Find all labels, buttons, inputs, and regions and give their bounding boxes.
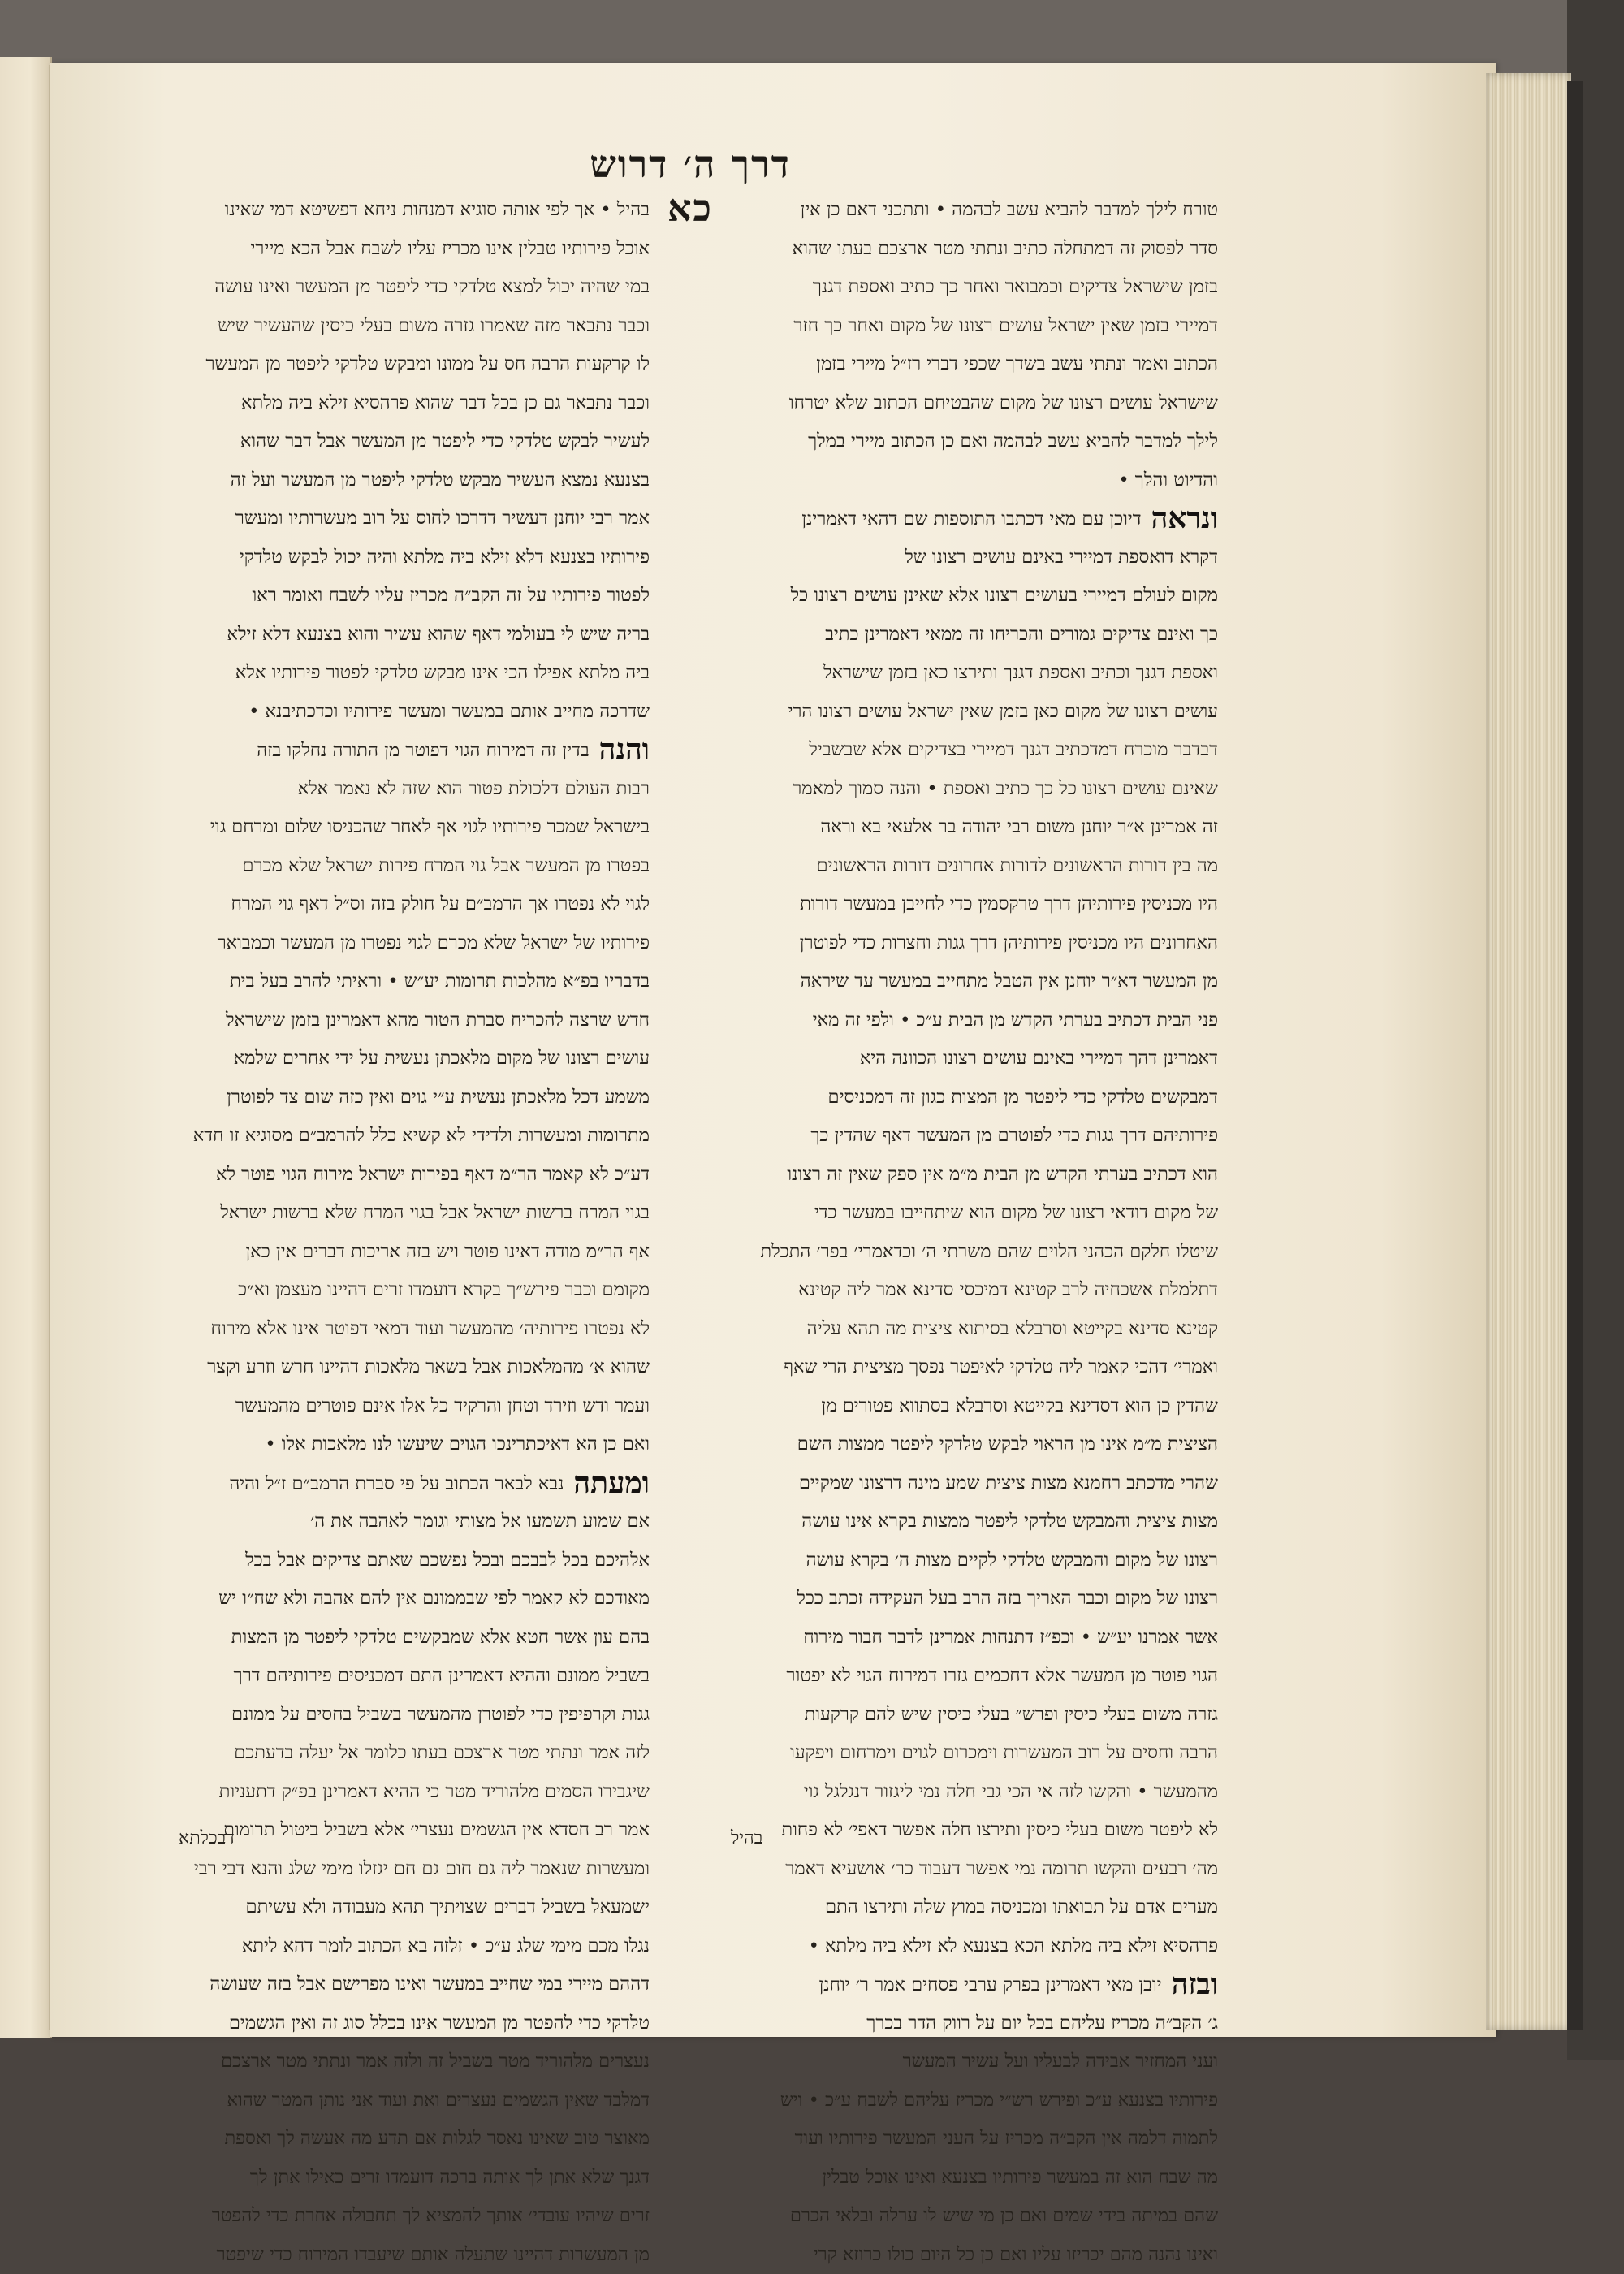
text-span: דיוכן עם מאי דכתבו התוספות שם דהאי דאמרינן <box>801 508 1141 530</box>
text-line: והדיוט והלך • <box>698 461 1218 500</box>
text-line: קטינא סדינא בקייטא וסרבלא בסיתוא ציצית מה תהא עליה <box>698 1310 1218 1349</box>
text-line: ואספת דגנך וכתיב ואספת דגנך ותירצו כאן בזמן שישראל <box>698 654 1218 693</box>
text-line: לא ליפטר משום בעלי כיסין ותירצו חלה אפשר דאפי׳ לא פחות <box>698 1811 1218 1850</box>
text-line: שישראל עושים רצונו של מקום שהבטיחם הכתוב שלא יטרחו <box>698 384 1218 423</box>
text-line: שאינם עושים רצונו כל כך כתיב ואספת • והנה סמוך למאמר <box>698 770 1218 809</box>
text-line: דמיירי בזמן שאין ישראל עושים רצונו של מקום ואחר כך חזר <box>698 307 1218 346</box>
text-line: נגלו מכם מימי שלג ע״כ • זלזה בא הכתוב לומר דהא ליתא <box>130 1927 650 1966</box>
text-line: מתרומות ומעשרות ולדידי לא קשיא כלל להרמב״ם מסוגיא זו חדא <box>130 1117 650 1156</box>
text-line: ישמעאל בשביל דברים שצויתיך תהא מעבודה ולא עשיתם <box>130 1888 650 1927</box>
text-line: בגוי המרח ברשות ישראל אבל בגוי המרח שלא ברשות ישראל <box>130 1194 650 1233</box>
text-line: וכבר נתבאר גם כן בכל דבר שהוא פרהסיא זילא ביה מלתא <box>130 384 650 423</box>
text-line: מערים אדם על תבואתו ומכניסה במוץ שלה ותירצו התם <box>698 1888 1218 1927</box>
text-line: הוא דכתיב בערתי הקדש מן הבית מ״מ אין ספק שאין זה רצונו <box>698 1156 1218 1195</box>
text-line: הרבה וחסים על רוב המעשרות וימכרום לגוים וימרחום ויפקעו <box>698 1734 1218 1773</box>
text-line: רצונו של מקום והמבקש טלדקי לקיים מצות ה׳ בקרא עושה <box>698 1541 1218 1580</box>
text-line: מהמעשר • והקשו לזה אי הכי גבי חלה נמי ליגזור דנגלגל גוי <box>698 1773 1218 1812</box>
opening-word: ונראה <box>1151 501 1218 535</box>
left-paragraph-1 <box>130 191 650 731</box>
text-line: מצות ציצית והמבקש טלדקי ליפטר ממצות בקרא אינו עושה <box>698 1502 1218 1541</box>
text-line: מה׳ רבעים והקשו תרומה נמי אפשר דעבוד כר׳ אושעיא דאמר <box>698 1850 1218 1889</box>
page-stack-edges <box>1486 73 1571 2030</box>
background-top <box>0 0 1624 73</box>
text-line: לזה אמר ונתתי מטר ארצכם בעתו כלומר אל יעלה בדעתכם <box>130 1734 650 1773</box>
text-line: לתמוה דלמה אין הקב״ה מכריז על העני המעשר פירותיו ועוד <box>698 2120 1218 2159</box>
text-line: לילך למדבר להביא עשב לבהמה ואם כן הכתוב מיירי במלך <box>698 422 1218 461</box>
text-line: פירותיו בצנעא דלא זילא ביה מלתא והיה יכול לבקש טלדקי <box>130 538 650 577</box>
text-line: בצנעא נמצא העשיר מבקש טלדקי ליפטר מן המעשר ועל זה <box>130 461 650 500</box>
text-line: מן המעשר דא״ר יוחנן אין הטבל מתחייב במעשר עד שיראה <box>698 962 1218 1001</box>
book-cover-edge <box>1567 81 1583 2030</box>
text-line: לא נפטרו פירותיה׳ מהמעשר ועוד דמאי דפוטר אינו אלא מירוח <box>130 1310 650 1349</box>
text-line: ביה מלתא אפילו הכי אינו מבקש טלדקי לפטור פירותיו אלא <box>130 654 650 693</box>
left-paragraph-3 <box>130 1464 650 2274</box>
text-line: דגנך שלא אתן לך אותה ברכה דועמדו זרים כאילו אתן לך <box>130 2159 650 2198</box>
text-line: האחרונים היו מכניסין פירותיהן דרך גגות וחצרות כדי לפוטרן <box>698 924 1218 963</box>
text-line: הכתוב ואמר ונתתי עשב בשדך שכפי דברי רז״ל מיירי בזמן <box>698 345 1218 384</box>
text-line: דאמרינן דהך דמיירי באינם עושים רצונו הכוונה היא <box>698 1040 1218 1079</box>
opening-word: ובזה <box>1172 1967 1218 2001</box>
opening-word: והנה <box>599 733 650 767</box>
left-text-column <box>130 191 650 2274</box>
left-paragraph-2 <box>130 731 650 1464</box>
text-line: זה אמרינן א״ר יוחנן משום רבי יהודה בר אלעאי בא וראה <box>698 808 1218 847</box>
text-line: רבות העולם דלכולת פטור הוא שזה לא נאמר אלא <box>130 770 650 809</box>
text-line: פרהסיא זילא ביה מלתא הכא בצנעא לא זילא ביה מלתא • <box>698 1927 1218 1966</box>
text-line: ואם כן הא דאיכתרינכו הגוים שיעשו לנו מלאכות אלו • <box>130 1425 650 1464</box>
text-line: אוכל פירותיו טבלין אינו מכריז עליו לשבח אבל הכא מיירי <box>130 230 650 269</box>
text-line: טלדקי כדי להפטר מן המעשר אינו בכלל סוג זה ואין הגשמים <box>130 2004 650 2043</box>
text-line: הגוי פוטר מן המעשר אלא דחכמים גזרו דמירוח הגוי לא יפטור <box>698 1657 1218 1696</box>
text-line: חדש שרצה להכריח סברת הטור מהא דאמרינן בזמן שישראל <box>130 1001 650 1040</box>
text-line: פני הבית דכתיב בערתי הקדש מן הבית ע״כ • ולפי זה מאי <box>698 1001 1218 1040</box>
text-line: גגות וקרפיפין כדי לפוטרן מהמעשר בשביל בחסים על ממונם <box>130 1696 650 1735</box>
text-line: גזרה משום בעלי כיסין ופרש״ בעלי כיסין שיש להם קרקעות <box>698 1696 1218 1735</box>
text-line <box>130 731 650 770</box>
text-line: שהוא א׳ מהמלאכות אבל בשאר מלאכות דהיינו חרש וזרע וקצר <box>130 1348 650 1387</box>
right-paragraph-3 <box>698 1965 1218 2274</box>
text-line: דמבקשים טלדקי כדי ליפטר מן המצות כגון זה דמכניסים <box>698 1079 1218 1118</box>
text-line: בזמן שישראל צדיקים וכמבואר ואחר כך כתיב ואספת דגנך <box>698 268 1218 307</box>
text-line: וכבר נתבאר מזה שאמרו גזרה משום בעלי כיסין שהעשיר שיש <box>130 307 650 346</box>
left-catchword: דבכלתא <box>179 1827 235 1848</box>
text-span: בדין זה דמירוח הגוי דפוטר מן התורה נחלקו בזה <box>257 740 589 761</box>
text-line: לו קרקעות הרבה חס על ממונו ומבקש טלדקי ליפטר מן המעשר <box>130 345 650 384</box>
right-paragraph-2 <box>698 499 1218 1965</box>
text-line: מה שבח הוא זה במעשר פירותיו בצנעא ואינו אוכל טבלין <box>698 2159 1218 2198</box>
text-line: סדר לפסוק זה דמתחלה כתיב ונתתי מטר ארצכם בעתו שהוא <box>698 230 1218 269</box>
text-line: אלהיכם בכל לבבכם ובכל נפשכם שאתם צדיקים אבל בכל <box>130 1541 650 1580</box>
text-line: בשביל ממונם וההיא דאמרינן התם דמכניסים פירותיהם דרך <box>130 1657 650 1696</box>
text-line: משמע דכל מלאכתן נעשית ע״י גוים ואין כזה שום צד לפוטרן <box>130 1079 650 1118</box>
text-line: מקום לעולם דמיירי בעושים רצונו אלא שאינן עושים רצונו כל <box>698 577 1218 616</box>
text-line: בדבריו בפ״א מהלכות תרומות יע״ש • וראיתי להרב בעל בית <box>130 962 650 1001</box>
text-line: דההם מיירי במי שחייב במעשר ואינו מפרישם אבל בזה שעושה <box>130 1965 650 2004</box>
text-line: ועמר ודש וזירד וטחן והרקיד כל אלו אינם פוטרים מהמעשר <box>130 1387 650 1426</box>
text-line <box>698 1965 1218 2004</box>
text-line: ואמרי׳ דהכי קאמר ליה טלדקי לאיפטר נפסך מציצית הרי שאף <box>698 1348 1218 1387</box>
text-line: אמר רבי יוחנן דעשיר דדרכו לחוס על רוב מעשרותיו ומעשר <box>130 499 650 538</box>
text-line: בהם עון אשר חטא אלא שמבקשים טלדקי ליפטר מן המצות <box>130 1619 650 1658</box>
text-line: דתלמלת אשכחיה לרב קטינא דמיכסי סדינא אמר ליה קטינא <box>698 1271 1218 1310</box>
text-line: לפטור פירותיו על זה הקב״ה מכריז עליו לשבח ואומר ראו <box>130 577 650 616</box>
text-line: רצונו של מקום וכבר האריך בזה הרב בעל העקידה זכתב ככל <box>698 1580 1218 1619</box>
text-line: פירותיו בצנעא ע״כ ופירש רש״י מכריז עליהם לשבח ע״כ • ויש <box>698 2082 1218 2121</box>
text-line: שהדין כן הוא דסדינא בקייטא וסרבלא בסתווא פטורים מן <box>698 1387 1218 1426</box>
text-line: טורח לילך למדבר להביא עשב לבהמה • ותתכני דאם כן אין <box>698 191 1218 230</box>
text-line: דקרא דואספת דמיירי באינם עושים רצונו של <box>698 538 1218 577</box>
page-header: דרך ה׳ דרוש כא <box>568 142 812 191</box>
text-span: יובן מאי דאמרינן בפרק ערבי פסחים אמר ר׳ יוחנן <box>819 1974 1162 1995</box>
text-line: מן המעשרות דהיינו שתעלה אותם שיעבדו המירוח כדי שיפטר <box>130 2236 650 2274</box>
text-line: ואינו נהנה מהם יכריזו עליו ואם כן כל היום כולו כרוזא קרי <box>698 2236 1218 2274</box>
text-line: פירותיהם דרך גגות כדי לפוטרם מן המעשר דאף שהדין כך <box>698 1117 1218 1156</box>
text-line: הציצית מ״מ אינו מן הראוי לבקש טלדקי ליפטר ממצות השם <box>698 1425 1218 1464</box>
text-line <box>130 1464 650 1503</box>
right-catchword: בהיל <box>731 1827 762 1848</box>
text-line: מקומם וכבר פירש״ך בקרא דועמדו זרים דהיינו מעצמן וא״כ <box>130 1271 650 1310</box>
text-line: זרים שיהיו עובדי׳ אותך להמציא לך תחבולה אחרת כדי להפטר <box>130 2197 650 2236</box>
right-text-column <box>698 191 1218 2274</box>
text-line: בריה שיש לי בעולמי דאף שהוא עשיר והוא בצנעא דלא זילא <box>130 616 650 655</box>
text-line: שדרכה מחייב אותם במעשר ומעשר פירותיו וכדכתיבנא • <box>130 693 650 732</box>
text-line: אמר רב חסדא אין הגשמים נעצרי׳ אלא בשביל ביטול תרומות <box>130 1811 650 1850</box>
text-line: ועני המחזיר אבידה לבעליו ועל עשיר המעשר <box>698 2043 1218 2082</box>
text-line: נעצרים מלהוריד מטר בשביל זה ולזה אמר ונתתי מטר ארצכם <box>130 2043 650 2082</box>
text-line: כך ואינם צדיקים גמורים והכריחו זה ממאי דאמרינן כתיב <box>698 616 1218 655</box>
text-line: פירותיו של ישראל שלא מכרם לגוי נפטרו מן המעשר וכמבואר <box>130 924 650 963</box>
text-line: עושים רצונו של מקום כאן בזמן שאין ישראל עושים רצונו הרי <box>698 693 1218 732</box>
text-line: שהם במיתה בידי שמים ואם כן מי שיש לו ערלה ובלאי הכרם <box>698 2197 1218 2236</box>
text-line: אשר אמרנו יע״ש • וכפ״ז דתנחות אמרינן לדבר חבור מירוח <box>698 1619 1218 1658</box>
text-line: בהיל • אך לפי אותה סוגיא דמנחות ניחא דפשיטא דמי שאינו <box>130 191 650 230</box>
text-line: שהרי מדכתב רחמנא מצות ציצית שמע מינה דרצונו שמקיים <box>698 1464 1218 1503</box>
opening-word: ומעתה <box>573 1466 650 1500</box>
text-line: מאודכם לא קאמר לפי שבממונם אין להם אהבה ולא שח״ו יש <box>130 1580 650 1619</box>
right-paragraph-1 <box>698 191 1218 499</box>
text-line: מה בין דורות הראשונים לדורות אחרונים דורות הראשונים <box>698 847 1218 886</box>
text-line: עושים רצונו של מקום מלאכתן נעשית על ידי אחרים שלמא <box>130 1040 650 1079</box>
text-line: היו מכניסין פירותיהן דרך טרקסמין כדי לחייבן במעשר דורות <box>698 885 1218 924</box>
text-line: בישראל שמכר פירותיו לגוי אף לאחר שהכניסו שלום ומרחם גוי <box>130 808 650 847</box>
text-line: שיטלו חלקם הכהני הלוים שהם משרתי ה׳ וכדאמרי׳ בפר׳ התכלת <box>698 1233 1218 1272</box>
left-page-edge <box>0 57 52 2038</box>
text-line: מאוצר טוב שאינו נאסר לגלות אם תדע מה אעשה לך ואספת <box>130 2120 650 2159</box>
text-line: שיגבירו הסמים מלהוריד מטר כי ההיא דאמרינן בפ״ק דתעניות <box>130 1773 650 1812</box>
text-line: ומעשרות שנאמר ליה גם חום גם חם יגזלו מימי שלג והנא דבי רבי <box>130 1850 650 1889</box>
text-span: נבא לבאר הכתוב על פי סברת הרמב״ם ז״ל והיה <box>229 1473 564 1494</box>
text-line: דע״כ לא קאמר הר״מ דאף בפירות ישראל מירוח הגוי פוטר לא <box>130 1156 650 1195</box>
text-line: אף הר״מ מודה דאינו פוטר ויש בזה אריכות דברים אין כאן <box>130 1233 650 1272</box>
text-line: דמלבד שאין הגשמים נעצרים ואת ועוד אני נותן המטר שהוא <box>130 2082 650 2121</box>
text-line: דבדבר מוכרח דמדכתיב דגנך דמיירי בצדיקים אלא שבשביל <box>698 731 1218 770</box>
text-line: אם שמוע תשמעו אל מצותי וגומר לאהבה את ה׳ <box>130 1502 650 1541</box>
text-line: בפטרו מן המעשר אבל גוי המרח פירות ישראל שלא מכרם <box>130 847 650 886</box>
text-line: ג׳ הקב״ה מכריז עליהם בכל יום על רווק הדר בכרך <box>698 2004 1218 2043</box>
text-line: לגוי לא נפטרו אך הרמב״ם על חולק בזה וס״ל דאף גוי המרח <box>130 885 650 924</box>
text-line: של מקום דודאי רצונו של מקום הוא שיתחייבו במעשר כדי <box>698 1194 1218 1233</box>
text-line: לעשיר לבקש טלדקי כדי ליפטר מן המעשר אבל דבר שהוא <box>130 422 650 461</box>
text-line <box>698 499 1218 538</box>
text-line: במי שהיה יכול למצא טלדקי כדי ליפטר מן המעשר ואינו עושה <box>130 268 650 307</box>
